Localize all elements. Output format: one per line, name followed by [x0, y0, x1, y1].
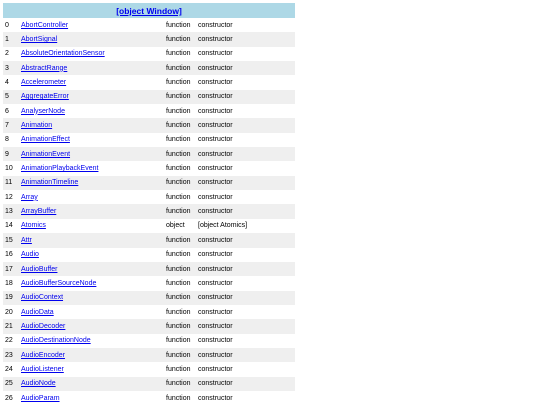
property-link[interactable]: AbstractRange	[21, 64, 68, 72]
row-value: constructor	[196, 32, 295, 46]
row-value: constructor	[196, 118, 295, 132]
row-index: 24	[5, 365, 13, 373]
property-link[interactable]: AbsoluteOrientationSensor	[21, 50, 105, 58]
table-header-row	[3, 3, 295, 18]
row-value: constructor	[198, 337, 233, 345]
row-index: 2	[5, 50, 9, 58]
property-link[interactable]: Attr	[21, 236, 32, 244]
row-type: function	[166, 136, 191, 144]
row-type: function	[164, 32, 196, 46]
row-value: constructor	[198, 308, 233, 316]
table-title-cell	[3, 3, 295, 18]
row-name-cell	[19, 291, 164, 305]
row-name-cell	[19, 176, 164, 190]
row-value: constructor	[196, 262, 295, 276]
property-link[interactable]: Atomics	[21, 222, 46, 230]
row-type: function	[164, 348, 196, 362]
row-value: constructor	[198, 79, 233, 87]
row-name-cell	[19, 391, 164, 405]
row-name-cell	[19, 190, 164, 204]
table-row	[3, 348, 295, 362]
table-row	[3, 262, 295, 276]
row-value: constructor	[196, 147, 295, 161]
row-index: 6	[5, 107, 9, 115]
row-type: function	[166, 165, 191, 173]
property-link[interactable]: AudioDecoder	[21, 322, 66, 330]
table-row	[3, 118, 295, 132]
row-index: 14	[5, 222, 13, 230]
property-link[interactable]: AnimationEvent	[21, 150, 71, 158]
row-name-cell	[19, 90, 164, 104]
row-type: function	[164, 262, 196, 276]
table-row	[3, 47, 295, 61]
table-row	[3, 18, 295, 32]
property-link[interactable]: Animation	[21, 122, 53, 130]
row-index: 11	[3, 176, 19, 190]
row-type: function	[166, 79, 191, 87]
table-row	[3, 248, 295, 262]
property-link[interactable]: AudioBuffer	[21, 265, 58, 273]
table-row	[3, 362, 295, 376]
row-name-cell	[19, 133, 164, 147]
row-type: function	[166, 394, 191, 402]
object-window-link[interactable]: [object Window]	[116, 5, 182, 16]
property-link[interactable]: Array	[21, 193, 38, 201]
row-type: function	[166, 21, 191, 29]
row-type: function	[166, 365, 191, 373]
property-link[interactable]: Audio	[21, 251, 39, 259]
table-row	[3, 176, 295, 190]
table-row	[3, 334, 295, 348]
row-index: 12	[5, 193, 13, 201]
table-row	[3, 276, 295, 290]
table-row	[3, 219, 295, 233]
property-link[interactable]: ArrayBuffer	[21, 208, 57, 216]
row-type: function	[166, 50, 191, 58]
row-type: function	[164, 176, 196, 190]
row-index: 4	[5, 79, 9, 87]
row-value: constructor	[196, 319, 295, 333]
table-row	[3, 133, 295, 147]
property-link[interactable]: AudioEncoder	[21, 351, 65, 359]
row-name-cell	[19, 262, 164, 276]
row-name-cell	[19, 219, 164, 233]
property-link[interactable]: AbortController	[21, 21, 69, 29]
row-index: 22	[5, 337, 13, 345]
row-index: 10	[5, 165, 13, 173]
property-link[interactable]: AnimationPlaybackEvent	[21, 165, 99, 173]
row-type: function	[164, 90, 196, 104]
row-type: function	[164, 118, 196, 132]
row-value: constructor	[198, 21, 233, 29]
row-name-cell	[19, 348, 164, 362]
row-index: 0	[5, 21, 9, 29]
property-link[interactable]: AudioContext	[21, 294, 64, 302]
row-index: 8	[5, 136, 9, 144]
row-index: 17	[3, 262, 19, 276]
row-type: function	[166, 107, 191, 115]
table-row	[3, 233, 295, 247]
row-index: 25	[3, 377, 19, 391]
property-link[interactable]: AudioParam	[21, 394, 60, 402]
row-value: constructor	[196, 348, 295, 362]
row-type: object	[166, 222, 185, 230]
row-name-cell	[19, 47, 164, 61]
row-value: constructor	[198, 107, 233, 115]
row-value: constructor	[198, 394, 233, 402]
property-link[interactable]: AnimationEffect	[21, 136, 70, 144]
row-value: constructor	[198, 279, 233, 287]
table-row	[3, 90, 295, 104]
row-name-cell	[19, 204, 164, 218]
row-value: constructor	[198, 193, 233, 201]
table-row	[3, 147, 295, 161]
row-name-cell	[19, 75, 164, 89]
row-index: 26	[5, 394, 13, 402]
table-row	[3, 319, 295, 333]
property-link[interactable]: AnimationTimeline	[21, 179, 79, 187]
property-link[interactable]: Accelerometer	[21, 79, 67, 87]
row-name-cell	[19, 305, 164, 319]
row-value: constructor	[196, 90, 295, 104]
table-row	[3, 391, 295, 405]
table-row	[3, 32, 295, 46]
row-type: function	[164, 204, 196, 218]
table-body	[3, 18, 295, 405]
table-row	[3, 377, 295, 391]
row-value: constructor	[198, 136, 233, 144]
row-index: 19	[3, 291, 19, 305]
row-type: function	[164, 319, 196, 333]
row-value: [object Atomics]	[198, 222, 248, 230]
property-link[interactable]: AbortSignal	[21, 36, 58, 44]
property-link[interactable]: AudioNode	[21, 380, 56, 388]
row-index: 20	[5, 308, 13, 316]
row-index: 18	[5, 279, 13, 287]
row-value: constructor	[198, 365, 233, 373]
row-name-cell	[19, 377, 164, 391]
row-type: function	[166, 308, 191, 316]
row-type: function	[166, 279, 191, 287]
property-link[interactable]: AudioBufferSourceNode	[21, 279, 97, 287]
row-value: constructor	[196, 204, 295, 218]
row-type: function	[164, 61, 196, 75]
table-row	[3, 75, 295, 89]
row-name-cell	[19, 61, 164, 75]
row-name-cell	[19, 18, 164, 32]
property-link[interactable]: AudioListener	[21, 365, 64, 373]
row-name-cell	[19, 32, 164, 46]
property-link[interactable]: AudioDestinationNode	[21, 337, 91, 345]
row-name-cell	[19, 147, 164, 161]
properties-table	[3, 3, 295, 405]
table-row	[3, 104, 295, 118]
property-link[interactable]: AnalyserNode	[21, 107, 65, 115]
table-row	[3, 190, 295, 204]
table-row	[3, 161, 295, 175]
row-type: function	[164, 377, 196, 391]
row-index: 13	[3, 204, 19, 218]
row-name-cell	[19, 248, 164, 262]
row-type: function	[164, 147, 196, 161]
row-name-cell	[19, 118, 164, 132]
table-header	[3, 3, 295, 18]
row-value: constructor	[196, 233, 295, 247]
row-value: constructor	[196, 291, 295, 305]
row-name-cell	[19, 276, 164, 290]
row-type: function	[166, 193, 191, 201]
row-value: constructor	[196, 176, 295, 190]
row-value: constructor	[196, 377, 295, 391]
row-type: function	[166, 251, 191, 259]
row-index: 9	[3, 147, 19, 161]
row-index: 1	[3, 32, 19, 46]
row-value: constructor	[198, 165, 233, 173]
row-name-cell	[19, 334, 164, 348]
row-value: constructor	[198, 50, 233, 58]
table-row	[3, 291, 295, 305]
row-index: 16	[5, 251, 13, 259]
row-value: constructor	[196, 61, 295, 75]
table-row	[3, 204, 295, 218]
row-index: 7	[3, 118, 19, 132]
row-name-cell	[19, 233, 164, 247]
row-index: 21	[3, 319, 19, 333]
row-index: 23	[3, 348, 19, 362]
row-name-cell	[19, 362, 164, 376]
property-link[interactable]: AggregateError	[21, 93, 69, 101]
table-row	[3, 305, 295, 319]
row-name-cell	[19, 319, 164, 333]
row-index: 3	[3, 61, 19, 75]
row-type: function	[166, 337, 191, 345]
row-type: function	[164, 233, 196, 247]
row-name-cell	[19, 104, 164, 118]
row-index: 5	[3, 90, 19, 104]
row-type: function	[164, 291, 196, 305]
row-value: constructor	[198, 251, 233, 259]
table-row	[3, 61, 295, 75]
property-link[interactable]: AudioData	[21, 308, 54, 316]
row-index: 15	[3, 233, 19, 247]
row-name-cell	[19, 161, 164, 175]
